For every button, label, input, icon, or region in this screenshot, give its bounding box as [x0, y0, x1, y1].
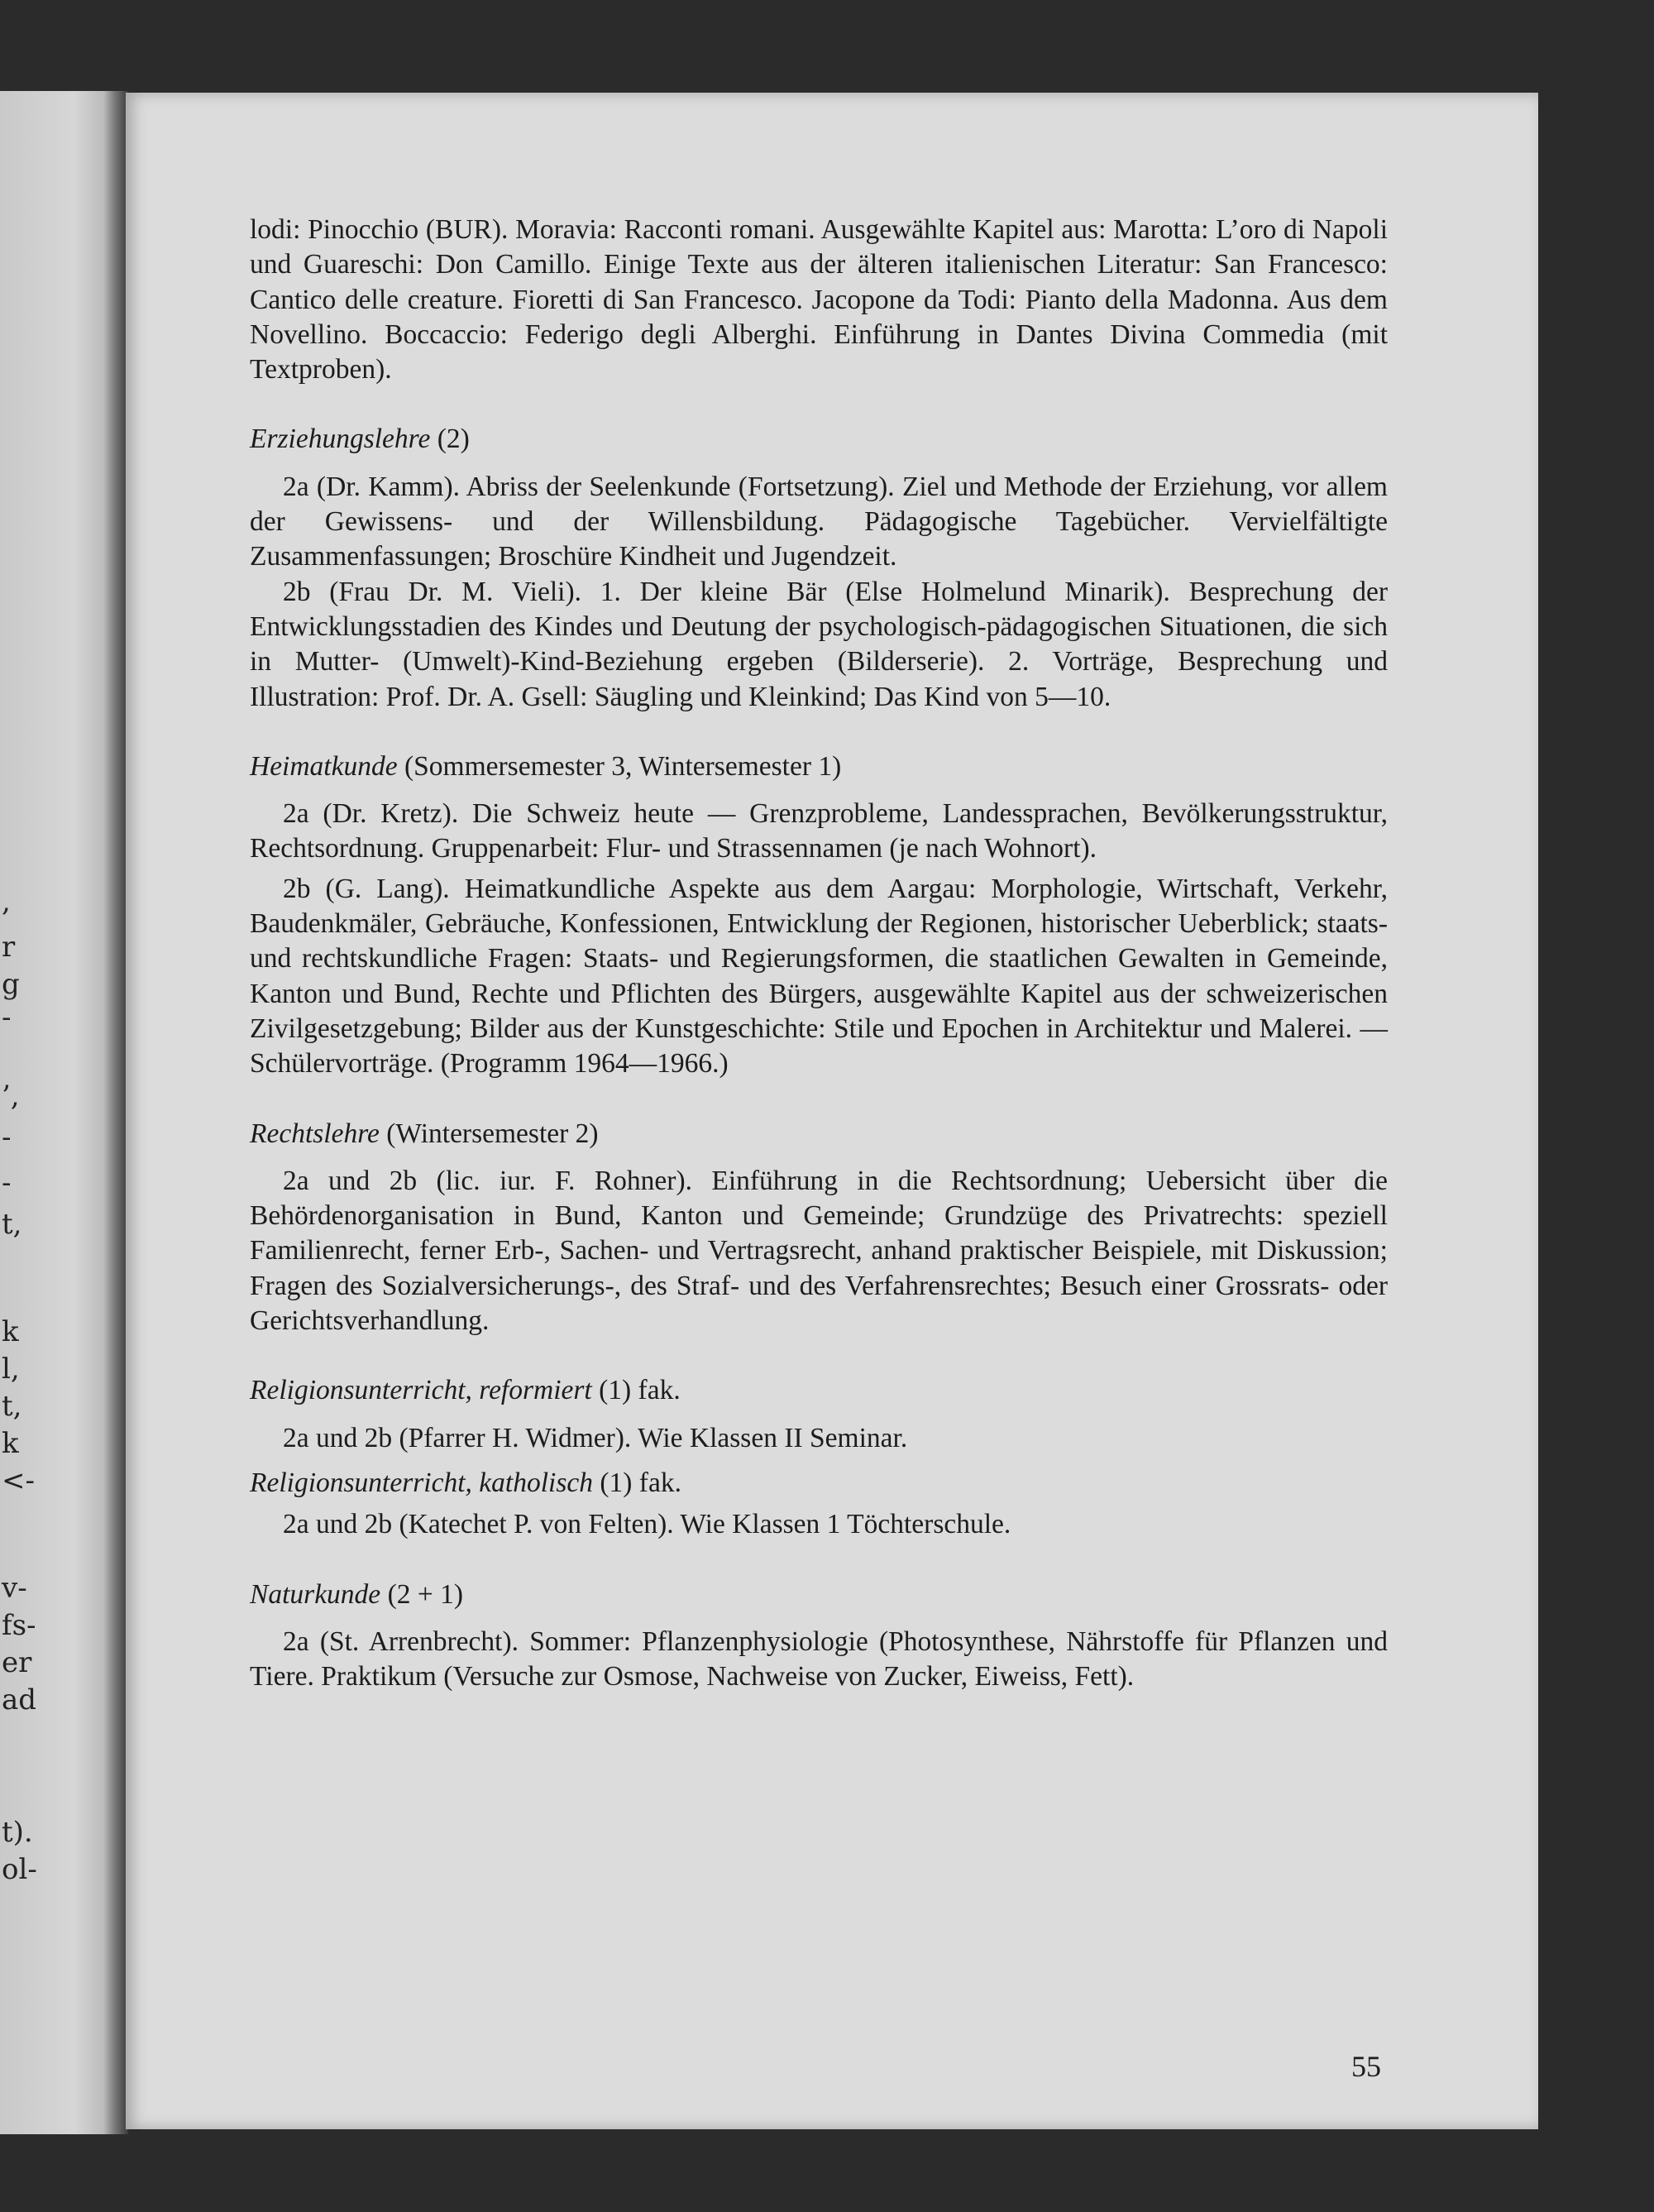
heading-title: Religionsunterricht, reformiert	[250, 1375, 592, 1406]
paragraph: 2a (St. Arrenbrecht). Sommer: Pflanzenphysiologie (Photosynthese, Nährstoffe für Pflanzen und Tiere. Praktikum (Versuche zur Osmose, Nachweise von Zucker, Eiweiss, Fett).	[250, 1625, 1388, 1693]
margin-fragment: ad	[2, 1683, 37, 1716]
paragraph: 2a und 2b (Pfarrer H. Widmer). Wie Klassen II Seminar.	[283, 1422, 908, 1453]
section-heading-religion-katholisch	[250, 1466, 1388, 1501]
margin-fragment: t,	[2, 1208, 22, 1241]
margin-fragment: k	[2, 1315, 19, 1348]
margin-fragment: ol-	[2, 1853, 37, 1886]
heading-title: Erziehungslehre	[250, 424, 431, 455]
paragraph: 2a und 2b (Katechet P. von Felten). Wie Klassen 1 Töchterschule.	[283, 1509, 1011, 1540]
margin-fragment: ,	[2, 885, 11, 918]
margin-fragment: fs-	[2, 1609, 36, 1642]
margin-fragment: -	[2, 1121, 12, 1154]
paragraph: 2b (G. Lang). Heimatkundliche Aspekte aus dem Aargau: Morphologie, Wirtschaft, Verkehr, Baudenkmäler, Gebräuche, Konfessionen, Entwicklung der Regionen, historischer Ueberblick; staats- und rechtskundliche Fragen: Staats- und Regierungsformen, die staatlichen Gewalten in Gemeinde, Kanton und Bund, Rechte und Pflichten des Bürgers, ausgewählte Kapitel aus der schweizerischen Zivilgesetzgebung; Bilder aus der Kunstgeschichte: Stile und Epochen in Architektur und Malerei. — Schülervorträge. (Programm 1964—1966.)	[250, 873, 1388, 1080]
section-heading-religion-reformiert	[250, 1373, 1388, 1408]
paragraph: 2a (Dr. Kamm). Abriss der Seelenkunde (Fortsetzung). Ziel und Methode der Erziehung, vor allem der Gewissens- und der Willensbildung. Pädagogische Tagebücher. Vervielfältigte Zusammenfassungen; Broschüre Kindheit und Jugendzeit.	[250, 471, 1388, 572]
margin-fragment: t).	[2, 1816, 33, 1849]
margin-fragment: ’,	[2, 1080, 20, 1113]
margin-fragment: g	[2, 968, 20, 1001]
section-heading-heimatkunde	[250, 749, 1388, 784]
margin-fragment: -	[2, 1001, 12, 1034]
paragraph: 2b (Frau Dr. M. Vieli). 1. Der kleine Bär (Else Holmelund Minarik). Besprechung der Entwicklungsstadien des Kindes und Deutung der psychologisch-pädagogischen Situationen, die sich in Mutter- (Umwelt)-Kind-Beziehung ergeben (Bilderserie). 2. Vorträge, Besprechung und Illustration: Prof. Dr. A. Gsell: Säugling und Kleinkind; Das Kind von 5—10.	[250, 576, 1388, 712]
paragraph: 2a (Dr. Kretz). Die Schweiz heute — Grenzprobleme, Landessprachen, Bevölkerungsstruktur, Rechtsordnung. Gruppenarbeit: Flur- und Strassennamen (je nach Wohnort).	[250, 798, 1388, 864]
section-heading-rechtslehre	[250, 1117, 1388, 1151]
heading-title: Rechtslehre	[250, 1118, 380, 1149]
page-body	[250, 213, 1388, 1694]
section-heading-naturkunde	[250, 1578, 1388, 1612]
heading-note: (Sommersemester 3, Wintersemester 1)	[397, 750, 842, 782]
margin-fragment: er	[2, 1646, 32, 1679]
heading-title: Naturkunde	[250, 1578, 381, 1610]
page-number: 55	[1351, 2050, 1381, 2083]
margin-fragment: l,	[2, 1353, 20, 1386]
margin-fragment: k	[2, 1427, 19, 1460]
intro-paragraph: lodi: Pinocchio (BUR). Moravia: Racconti romani. Ausgewählte Kapitel aus: Marotta: L’oro di Napoli und Guareschi: Don Camillo. Einige Texte aus der älteren italienischen Literatur: San Francesco: Cantico delle creature. Fioretti di San Francesco. Jacopone da Todi: Pianto della Madonna. Aus dem Novellino. Boccaccio: Federigo degli Alberghi. Einführung in Dantes Divina Commedia (mit Textproben).	[250, 214, 1388, 385]
heading-note: (Wintersemester 2)	[379, 1118, 599, 1149]
book-spine	[103, 91, 128, 2134]
margin-fragment: r	[2, 931, 16, 964]
book-page	[126, 93, 1538, 2129]
heading-note: (2 + 1)	[380, 1578, 464, 1610]
section-heading-erziehungslehre	[250, 422, 1388, 457]
margin-fragment: t,	[2, 1390, 22, 1423]
heading-note: (1) fak.	[591, 1375, 681, 1406]
heading-note: (1) fak.	[592, 1467, 681, 1498]
margin-fragment: v-	[2, 1572, 27, 1605]
heading-note: (2)	[430, 424, 470, 455]
heading-title: Religionsunterricht, katholisch	[250, 1467, 593, 1498]
margin-fragment: -	[2, 1166, 12, 1199]
margin-fragment: <-	[2, 1464, 35, 1497]
paragraph: 2a und 2b (lic. iur. F. Rohner). Einführung in die Rechtsordnung; Uebersicht über die Behördenorganisation in Bund, Kanton und Gemeinde; Grundzüge des Privatrechts: speziell Familienrecht, ferner Erb-, Sachen- und Vertragsrecht, anhand praktischer Beispiele, mit Diskussion; Fragen des Sozialversicherungs-, des Straf- und des Verfahrensrechtes; Besuch einer Grossrats- oder Gerichtsverhandlung.	[250, 1165, 1388, 1337]
heading-title: Heimatkunde	[250, 750, 398, 782]
